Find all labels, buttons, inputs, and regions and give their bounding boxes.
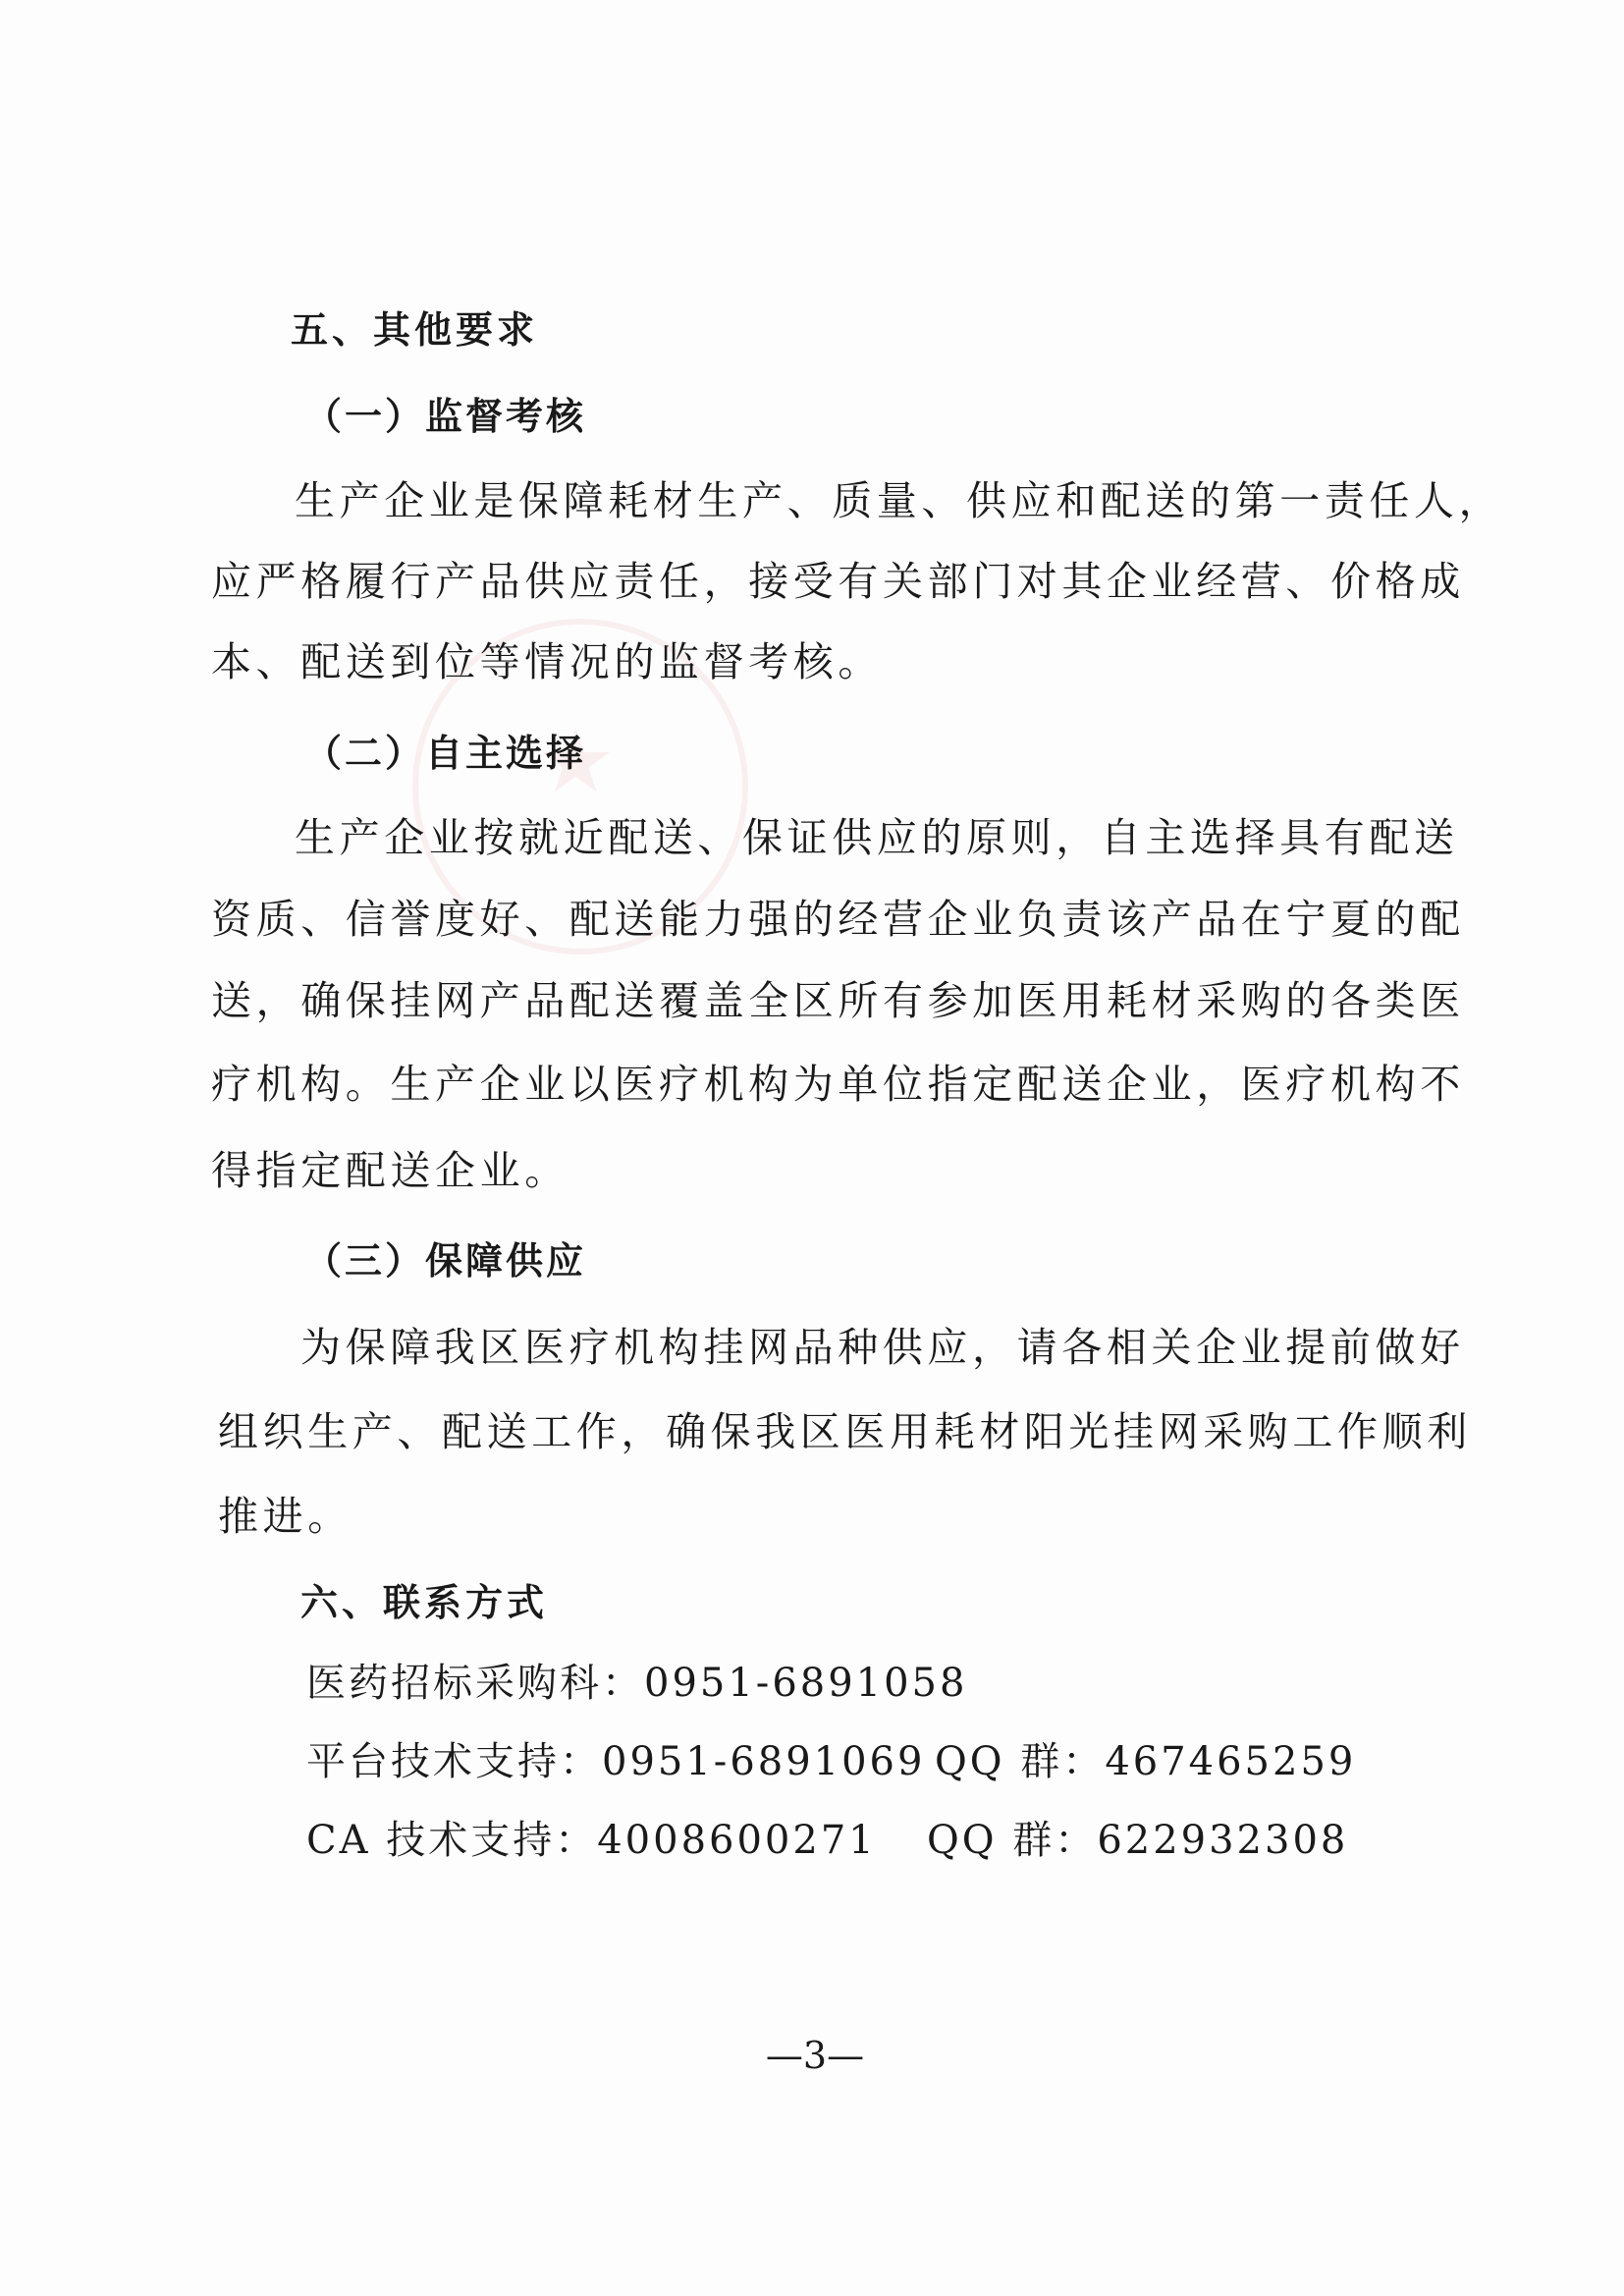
contact-row-procurement <box>306 1656 967 1711</box>
paragraph-2-line-4: 疗机构。生产企业以医疗机构为单位指定配送企业，医疗机构不 <box>211 1061 1465 1108</box>
contact-qq-platform <box>935 1734 1356 1789</box>
qq-label: QQ 群： <box>927 1818 1098 1863</box>
paragraph-2-line-1: 生产企业按就近配送、保证供应的原则，自主选择具有配送 <box>295 814 1459 861</box>
contact-phone: 4008600271 <box>597 1818 877 1863</box>
subsection-2-heading: （二）自主选择 <box>304 732 587 775</box>
contact-label: CA 技术支持： <box>306 1818 598 1863</box>
qq-number: 467465259 <box>1105 1739 1357 1784</box>
contact-row-ca-support <box>306 1813 877 1868</box>
contact-qq-ca <box>927 1813 1348 1868</box>
paragraph-2-line-2: 资质、信誉度好、配送能力强的经营企业负责该产品在宁夏的配 <box>211 896 1465 943</box>
paragraph-3-line-3: 推进。 <box>218 1493 352 1540</box>
paragraph-3-line-2: 组织生产、配送工作，确保我区医用耗材阳光挂网采购工作顺利 <box>218 1408 1472 1455</box>
paragraph-2-line-5: 得指定配送企业。 <box>211 1147 569 1194</box>
paragraph-1-line-1: 生产企业是保障耗材生产、质量、供应和配送的第一责任人， <box>295 477 1504 524</box>
paragraph-1-line-2: 应严格履行产品供应责任，接受有关部门对其企业经营、价格成 <box>211 558 1465 605</box>
paragraph-1-line-3: 本、配送到位等情况的监督考核。 <box>211 638 883 685</box>
subsection-3-heading: （三）保障供应 <box>304 1239 587 1283</box>
qq-label: QQ 群： <box>935 1739 1106 1784</box>
seal-star-icon: ★ <box>536 710 616 813</box>
contact-phone: 0951-6891058 <box>644 1661 968 1706</box>
qq-number: 622932308 <box>1097 1818 1349 1863</box>
paragraph-2-line-3: 送，确保挂网产品配送覆盖全区所有参加医用耗材采购的各类医 <box>211 977 1465 1024</box>
contact-label: 医药招标采购科： <box>306 1661 644 1706</box>
contact-phone: 0951-6891069 <box>602 1739 926 1784</box>
subsection-1-heading: （一）监督考核 <box>304 395 587 438</box>
paragraph-3-line-1: 为保障我区医疗机构挂网品种供应，请各相关企业提前做好 <box>300 1324 1465 1371</box>
page-number: —3— <box>765 2034 865 2077</box>
contact-row-platform-support <box>306 1734 925 1789</box>
contact-label: 平台技术支持： <box>306 1739 602 1784</box>
section-5-heading: 五、其他要求 <box>291 308 539 352</box>
section-6-heading: 六、联系方式 <box>300 1581 549 1624</box>
